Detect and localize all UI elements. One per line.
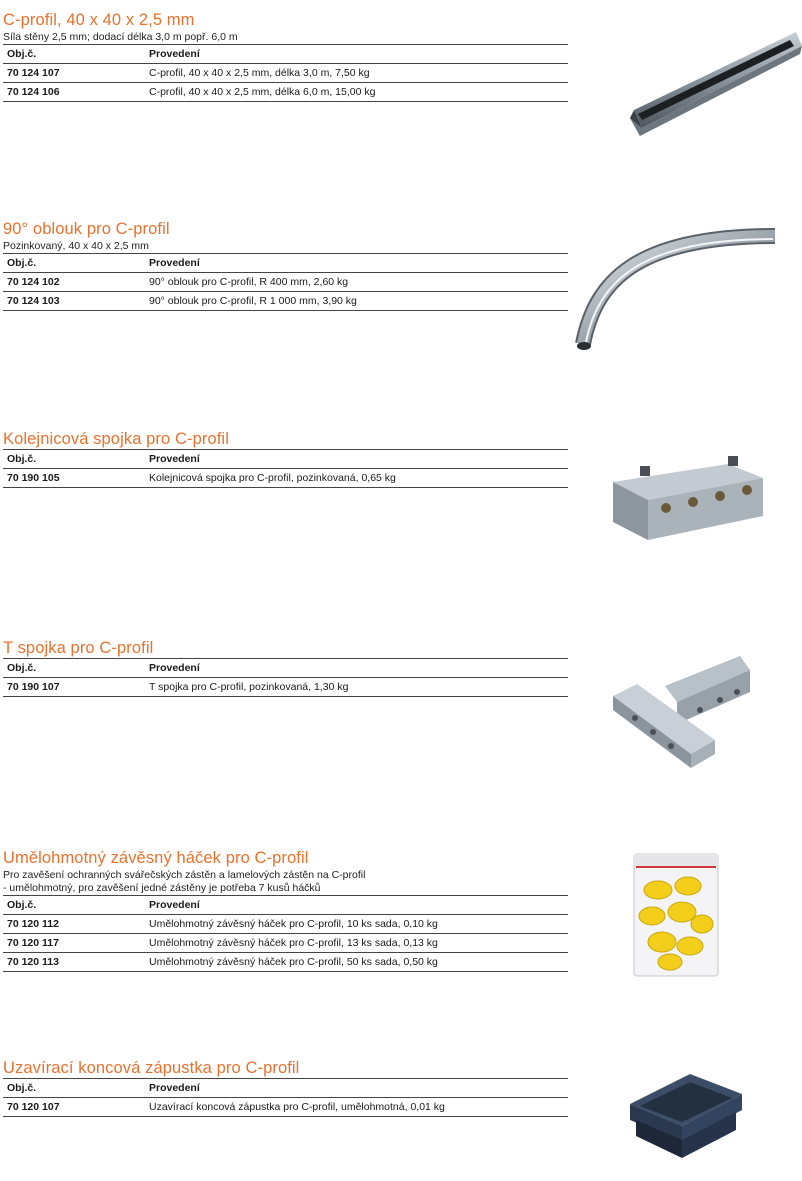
section-title: Uzavírací koncová zápustka pro C-profil (3, 1059, 300, 1077)
header-code: Obj.č. (7, 662, 37, 674)
table-row (3, 292, 568, 311)
table-row (3, 1098, 568, 1117)
section-title: Kolejnicová spojka pro C-profil (3, 430, 229, 448)
table-row (3, 83, 568, 102)
row-code: 70 120 107 (7, 1101, 60, 1113)
section-kolejnicova-spojka (3, 429, 568, 488)
section-koncova-zapustka (3, 1058, 568, 1117)
table-row (3, 273, 568, 292)
row-desc: 90° oblouk pro C-profil, R 400 mm, 2,60 kg (149, 276, 349, 288)
kolejnicova-spojka-image (608, 452, 768, 544)
section-subtitle: Pozinkovaný, 40 x 40 x 2,5 mm (3, 240, 149, 252)
section-title: 90° oblouk pro C-profil (3, 220, 170, 238)
zavesny-hacek-image (630, 850, 722, 980)
section-subtitle: Pro zavěšení ochranných svářečských zástěn a lamelových zástěn na C-profil (3, 869, 366, 881)
section-c-profil (3, 10, 568, 102)
header-desc: Provedení (149, 48, 200, 60)
table-row (3, 678, 568, 697)
section-subtitle-2: - umělohmotný, pro zavěšení jedné zástěny je potřeba 7 kusů háčků (3, 882, 321, 894)
header-desc: Provedení (149, 899, 200, 911)
table-row (3, 953, 568, 972)
table-row (3, 934, 568, 953)
header-desc: Provedení (149, 453, 200, 465)
section-zavesny-hacek (3, 848, 568, 972)
header-code: Obj.č. (7, 257, 37, 269)
product-table (3, 253, 568, 311)
header-code: Obj.č. (7, 453, 37, 465)
row-code: 70 124 103 (7, 295, 60, 307)
row-desc: C-profil, 40 x 40 x 2,5 mm, délka 3,0 m, 7,50 kg (149, 67, 370, 79)
row-code: 70 190 105 (7, 472, 60, 484)
header-code: Obj.č. (7, 48, 37, 60)
row-desc: Kolejnicová spojka pro C-profil, pozinkovaná, 0,65 kg (149, 472, 396, 484)
table-header-row (3, 659, 568, 678)
row-code: 70 124 106 (7, 86, 60, 98)
t-spojka-image (605, 640, 755, 770)
row-code: 70 120 113 (7, 956, 59, 968)
row-code: 70 124 107 (7, 67, 60, 79)
row-desc: Umělohmotný závěsný háček pro C-profil, 50 ks sada, 0,50 kg (149, 956, 438, 968)
row-desc: C-profil, 40 x 40 x 2,5 mm, délka 6,0 m, 15,00 kg (149, 86, 376, 98)
section-t-spojka (3, 638, 568, 697)
section-title: T spojka pro C-profil (3, 639, 154, 657)
header-desc: Provedení (149, 1082, 200, 1094)
row-code: 70 124 102 (7, 276, 60, 288)
row-code: 70 120 112 (7, 918, 59, 930)
section-oblouk (3, 219, 568, 311)
product-table (3, 44, 568, 102)
row-desc: T spojka pro C-profil, pozinkovaná, 1,30 kg (149, 681, 349, 693)
table-header-row (3, 45, 568, 64)
table-row (3, 915, 568, 934)
row-code: 70 120 117 (7, 937, 59, 949)
section-title: Umělohmotný závěsný háček pro C-profil (3, 849, 309, 867)
row-desc: Uzavírací koncová zápustka pro C-profil, umělohmotná, 0,01 kg (149, 1101, 445, 1113)
header-desc: Provedení (149, 662, 200, 674)
table-header-row (3, 450, 568, 469)
table-row (3, 469, 568, 488)
product-table (3, 895, 568, 972)
c-profil-image (620, 18, 802, 140)
product-table (3, 658, 568, 697)
product-table (3, 449, 568, 488)
section-subtitle: Síla stěny 2,5 mm; dodací délka 3,0 m popř. 6,0 m (3, 31, 238, 43)
koncova-zapustka-image (620, 1070, 750, 1165)
row-desc: Umělohmotný závěsný háček pro C-profil, 13 ks sada, 0,13 kg (149, 937, 438, 949)
oblouk-image (575, 222, 785, 357)
product-table (3, 1078, 568, 1117)
header-code: Obj.č. (7, 899, 37, 911)
header-code: Obj.č. (7, 1082, 37, 1094)
row-desc: Umělohmotný závěsný háček pro C-profil, 10 ks sada, 0,10 kg (149, 918, 438, 930)
table-header-row (3, 1079, 568, 1098)
section-title: C-profil, 40 x 40 x 2,5 mm (3, 11, 195, 29)
header-desc: Provedení (149, 257, 200, 269)
row-desc: 90° oblouk pro C-profil, R 1 000 mm, 3,90 kg (149, 295, 357, 307)
table-header-row (3, 896, 568, 915)
row-code: 70 190 107 (7, 681, 60, 693)
table-header-row (3, 254, 568, 273)
table-row (3, 64, 568, 83)
